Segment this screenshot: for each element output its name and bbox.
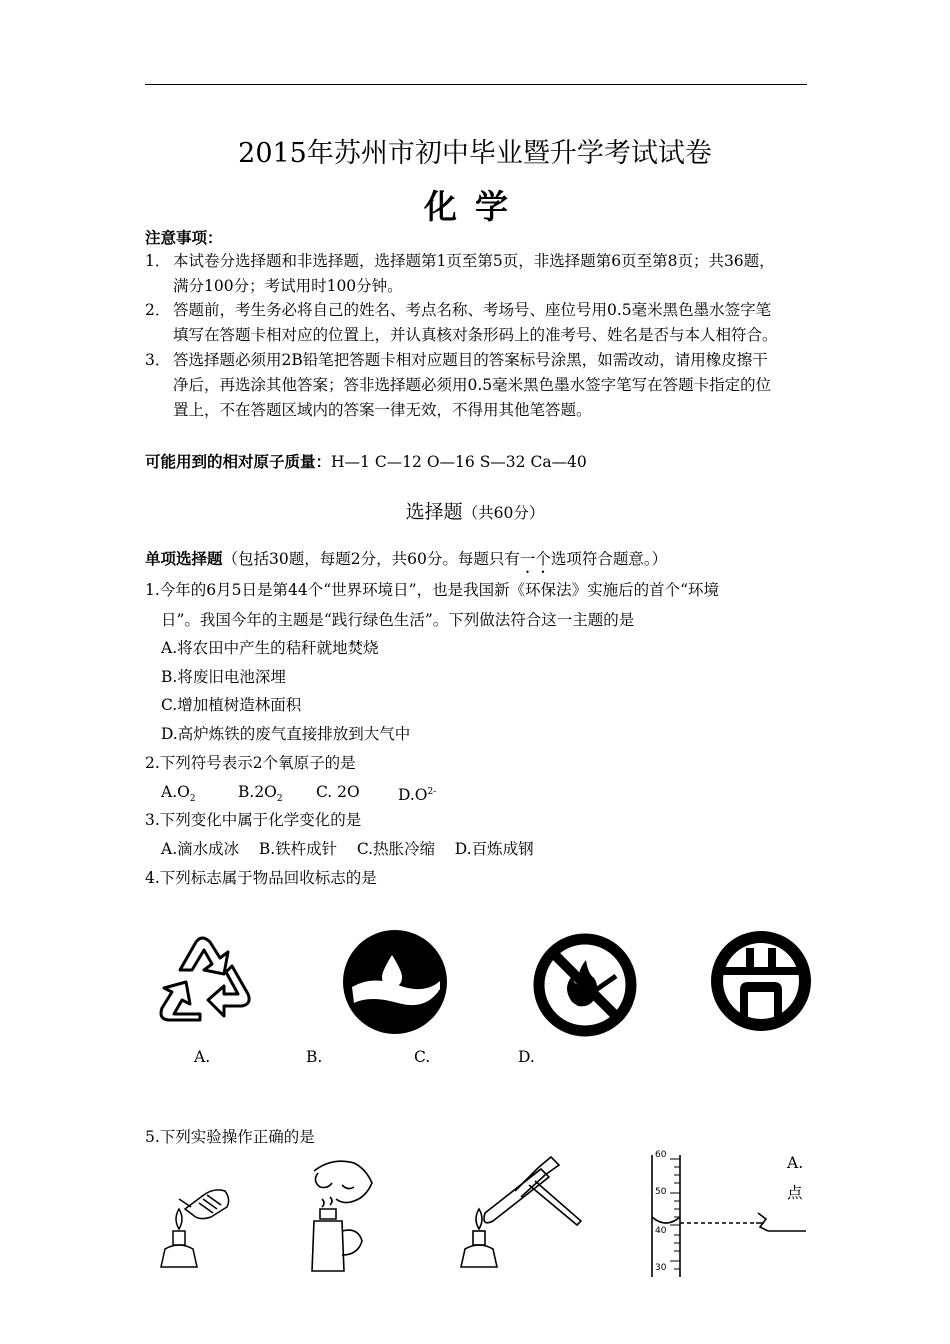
q4-label-a: A.	[194, 1048, 211, 1066]
note-line: 置上，不在答题区域内的答案一律无效，不得用其他笔答题。	[173, 401, 592, 419]
energy-saving-sign-icon	[710, 930, 812, 1032]
exam-title: 2015年苏州市初中毕业暨升学考试试卷	[238, 138, 712, 169]
section-title	[0, 497, 950, 524]
subject-title: 化学	[424, 187, 526, 226]
instructions-text-end: 选项符合题意。）	[550, 550, 668, 568]
q2-option-b: $B.2O_2$	[238, 783, 283, 805]
recycle-sign-icon	[150, 930, 262, 1030]
note-item-1	[145, 249, 813, 299]
question-3-stem: 3.下列变化中属于化学变化的是	[145, 811, 362, 829]
q1-option-b: B.将废旧电池深埋	[161, 668, 286, 686]
cylinder-tick-50: 50	[655, 1187, 667, 1197]
section-score: （共60分）	[462, 504, 545, 522]
instructions	[145, 546, 667, 577]
section-name: 选择题	[405, 501, 463, 523]
cylinder-tick-30: 30	[655, 1263, 667, 1273]
q5-side-label-b: 点	[787, 1184, 803, 1202]
q3-options: A.滴水成冰 B.铁杵成针 C.热胀冷缩 D.百炼成钢	[161, 840, 534, 858]
q1-option-a: A.将农田中产生的秸秆就地焚烧	[161, 639, 379, 657]
cylinder-tick-60: 60	[655, 1150, 667, 1160]
instructions-label: 单项选择题	[145, 549, 223, 568]
q4-label-b: B.	[306, 1048, 323, 1066]
q1-option-d: D.高炉炼铁的废气直接排放到大气中	[161, 725, 411, 743]
q2-option-c: C. 2O	[316, 783, 360, 801]
smelling-gas-icon	[302, 1155, 382, 1275]
atomic-mass-label: 可能用到的相对原子质量：	[145, 452, 332, 471]
header-rule	[145, 84, 807, 85]
atomic-mass-line	[145, 449, 587, 475]
notes-heading: 注意事项：	[145, 228, 223, 247]
question-1-stem: 1.今年的6月5日是第44个“世界环境日”，也是我国新《环保法》实施后的首个“环境	[145, 581, 720, 599]
instructions-emphasis: 一个	[519, 550, 551, 568]
instructions-text: （包括30题，每题2分，共60分。每题只有	[222, 550, 520, 568]
q1-option-c: C.增加植树造林面积	[161, 696, 302, 714]
water-saving-sign-icon	[342, 929, 448, 1035]
note-line: 答题前，考生务必将自己的姓名、考点名称、考场号、座位号用0.5毫米黑色墨水签字笔	[173, 301, 772, 319]
note-line: 答选择题必须用2B铅笔把答题卡相对应题目的答案标号涂黑，如需改动，请用橡皮擦干	[173, 351, 768, 369]
question-1-stem-cont: 日”。我国今年的主题是“践行绿色生活”。下列做法符合这一主题的是	[161, 611, 635, 629]
note-number: 2．	[145, 301, 171, 319]
note-line: 满分100分；考试用时100分钟。	[173, 277, 403, 295]
heating-test-tube-icon	[455, 1155, 585, 1275]
cylinder-tick-40: 40	[655, 1226, 667, 1236]
no-fire-sign-icon	[532, 932, 638, 1038]
note-number: 1．	[145, 252, 171, 270]
q2-option-d: $D.O^{2-}$	[398, 786, 437, 805]
atomic-mass-values: H—1 C—12 O—16 S—32 Ca—40	[331, 453, 587, 471]
q4-label-d: D.	[518, 1048, 535, 1066]
note-item-3	[145, 348, 813, 423]
note-item-2	[145, 298, 813, 348]
note-number: 3．	[145, 351, 171, 369]
q2-option-a: $A.O_2$	[161, 783, 196, 805]
q4-label-c: C.	[414, 1048, 431, 1066]
question-5-stem: 5.下列实验操作正确的是	[145, 1128, 315, 1146]
question-2-stem: 2.下列符号表示2个氧原子的是	[145, 754, 356, 772]
note-line: 填写在答题卡相对应的位置上，并认真核对条形码上的准考号、姓名是否与本人相符合。	[173, 326, 778, 344]
note-line: 净后，再选涂其他答案；答非选择题必须用0.5毫米黑色墨水签字笔写在答题卡指定的位	[173, 376, 772, 394]
alcohol-lamp-lighting-icon	[155, 1185, 235, 1275]
question-4-stem: 4.下列标志属于物品回收标志的是	[145, 869, 377, 887]
note-line: 本试卷分选择题和非选择题，选择题第1页至第5页，非选择题第6页至第8页；共36题，	[173, 252, 775, 270]
q5-side-label-a: A.	[787, 1154, 804, 1172]
